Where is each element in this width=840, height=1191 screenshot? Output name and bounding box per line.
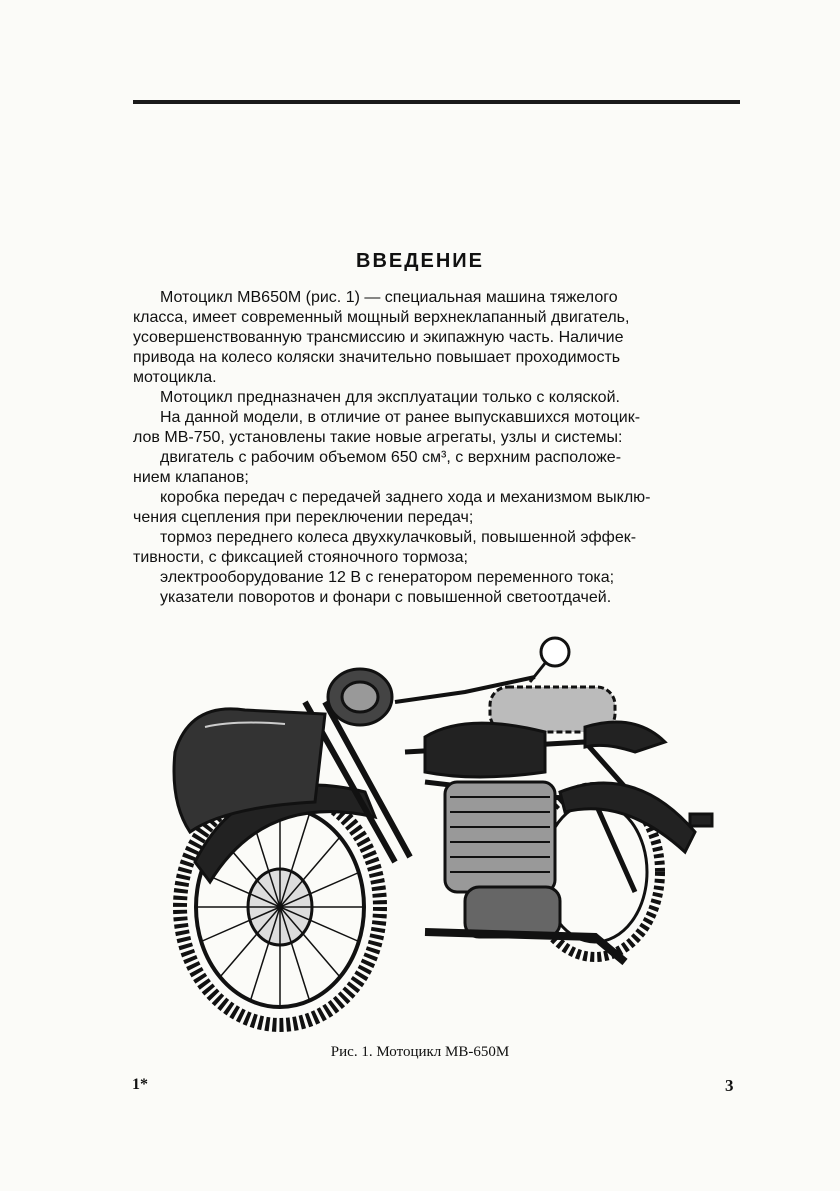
page-number: 3 <box>725 1076 734 1095</box>
text-line: тивности, с фиксацией стояночного тормоза; <box>133 549 468 566</box>
text-line: нием клапанов; <box>133 469 249 486</box>
text-line: Мотоцикл предназначен для эксплуатации только с коляской. <box>160 389 620 406</box>
text-line: мотоцикла. <box>133 369 217 386</box>
text-line: тормоз переднего колеса двухкулачковый, повышенной эффек- <box>160 529 637 546</box>
figure-caption: Рис. 1. Мотоцикл МВ-650М <box>330 1044 510 1060</box>
text-line: чения сцепления при переключении передач; <box>133 509 474 526</box>
text-line: На данной модели, в отличие от ранее выпускавшихся мотоцик- <box>160 409 641 426</box>
text-line: усовершенствованную трансмиссию и экипажную часть. Наличие <box>133 329 624 346</box>
text-line: указатели поворотов и фонари с повышенной светоотдачей. <box>160 589 612 606</box>
page-heading: ВВЕДЕНИЕ <box>356 250 484 272</box>
text-line: привода на колесо коляски значительно повышает проходимость <box>133 349 621 366</box>
body-text <box>133 288 740 608</box>
text-line: двигатель с рабочим объемом 650 см³, с верхним расположе- <box>160 449 622 466</box>
front-wheel <box>180 789 380 1025</box>
text-line: Мотоцикл МВ650М (рис. 1) — специальная машина тяжелого <box>160 289 618 306</box>
top-rule <box>133 100 740 104</box>
text-line: лов МВ-750, установлены такие новые агрегаты, узлы и системы: <box>133 429 623 446</box>
text-line: класса, имеет современный мощный верхнеклапанный двигатель, <box>133 309 630 326</box>
text-line: электрооборудование 12 В с генератором переменного тока; <box>160 569 615 586</box>
motorcycle-illustration <box>165 632 735 1034</box>
signature-mark: 1* <box>132 1076 148 1093</box>
text-line: коробка передач с передачей заднего хода и механизмом выклю- <box>160 489 651 506</box>
